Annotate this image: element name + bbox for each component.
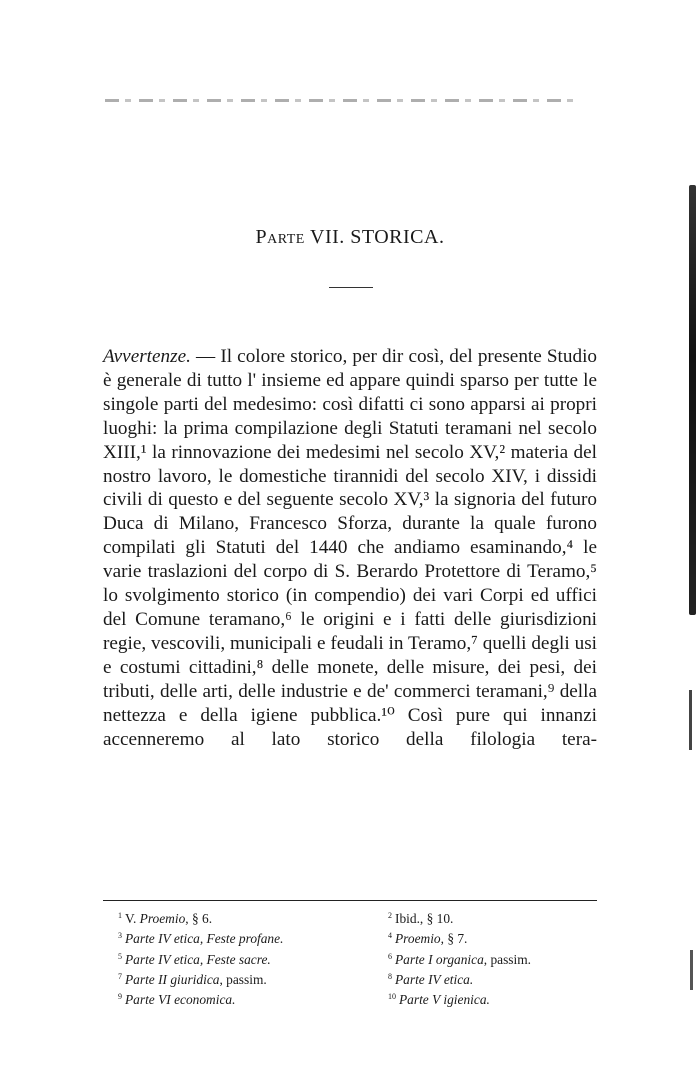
footnote-number: 2 xyxy=(388,911,392,920)
footnote-italic: Parte V igienica. xyxy=(399,992,490,1008)
footnote-number: 10 xyxy=(388,992,396,1002)
footnote xyxy=(388,988,598,1008)
footnote-italic: Parte IV etica, Feste sacre. xyxy=(125,951,271,967)
footnote-text: V. xyxy=(125,911,140,926)
footnote-text: , § 6. xyxy=(185,911,213,926)
section-heading xyxy=(0,226,700,249)
footnote xyxy=(118,907,388,927)
scan-edge-mark xyxy=(690,950,693,990)
footnote-text: , passim. xyxy=(219,971,267,987)
heading-rest: VII. STORICA. xyxy=(304,226,445,248)
main-paragraph xyxy=(103,345,597,751)
footnote-text: Ibid., § 10. xyxy=(395,911,454,926)
heading-divider xyxy=(329,287,373,288)
footnote-italic: Parte II giuridica xyxy=(125,971,220,987)
footnote xyxy=(118,948,388,968)
footnote-number: 5 xyxy=(118,951,122,961)
footnotes xyxy=(118,907,598,1008)
paragraph-text: — Il colore storico, per dir così, del presente Studio è generale di tutto l' insieme ed appare quindi sparso per tutte le singole parti del medesimo: così difatti ci sono apparsi ai propri luoghi: la prima compilazione degli Statuti teramani nel secolo XIII,¹ la rinnovazione dei medesimi nel secolo XV,² materia del nostro lavoro, le domestiche tirannidi del secolo XIV, i dissidi civili di questo e del seguente secolo XV,³ la signoria del futuro Duca di Milano, Francesco Sforza, durante la quale furono compilati gli Statuti del 1440 che andiamo esaminando,⁴ le varie traslazioni del corpo di S. Berardo Protettore di Teramo,⁵ lo svolgimento storico (in compendio) dei vari Corpi ed uffici del Comune teramano,⁶ le origini e i fatti delle giurisdizioni regie, vescovili, municipali e feudali in Teramo,⁷ quelli degli usi e costumi cittadini,⁸ delle monete, delle misure, dei pesi, dei tributi, delle arti, delle industrie e de' commerci teramani,⁹ della nettezza e della igiene pubblica.¹⁰ Così pure qui innanzi accenneremo al lato storico della filologia tera- xyxy=(103,346,597,750)
footnote-italic: Parte IV etica, Feste profane. xyxy=(125,931,284,947)
footnote-number: 4 xyxy=(388,931,392,941)
footnote-italic: Parte IV etica. xyxy=(395,971,474,987)
footnote-number: 1 xyxy=(118,911,122,920)
footnote-divider xyxy=(103,900,597,901)
scan-artifact-top xyxy=(105,99,575,102)
footnote-number: 7 xyxy=(118,971,122,981)
footnote-number: 3 xyxy=(118,931,122,941)
footnote xyxy=(388,927,598,947)
footnote-number: 8 xyxy=(388,971,392,981)
footnote-number: 9 xyxy=(118,992,122,1002)
footnote-text: , § 7. xyxy=(440,931,468,947)
footnote xyxy=(388,968,598,988)
footnote-number: 6 xyxy=(388,951,392,961)
scan-edge-shadow xyxy=(689,185,696,615)
footnote-text: , passim. xyxy=(483,951,532,967)
footnote-italic: Parte VI economica. xyxy=(125,992,236,1008)
heading-prefix: Parte xyxy=(255,226,305,248)
footnote-italic: Parte I organica xyxy=(395,951,484,967)
scan-edge-mark xyxy=(689,690,692,750)
footnote-italic: Proemio xyxy=(395,931,441,947)
footnote xyxy=(118,927,388,947)
footnote xyxy=(118,968,388,988)
footnote-italic: Proemio xyxy=(139,911,186,926)
paragraph-lead: Avvertenze. xyxy=(103,346,191,367)
footnote xyxy=(388,907,598,927)
footnote xyxy=(118,988,388,1008)
footnote xyxy=(388,948,598,968)
